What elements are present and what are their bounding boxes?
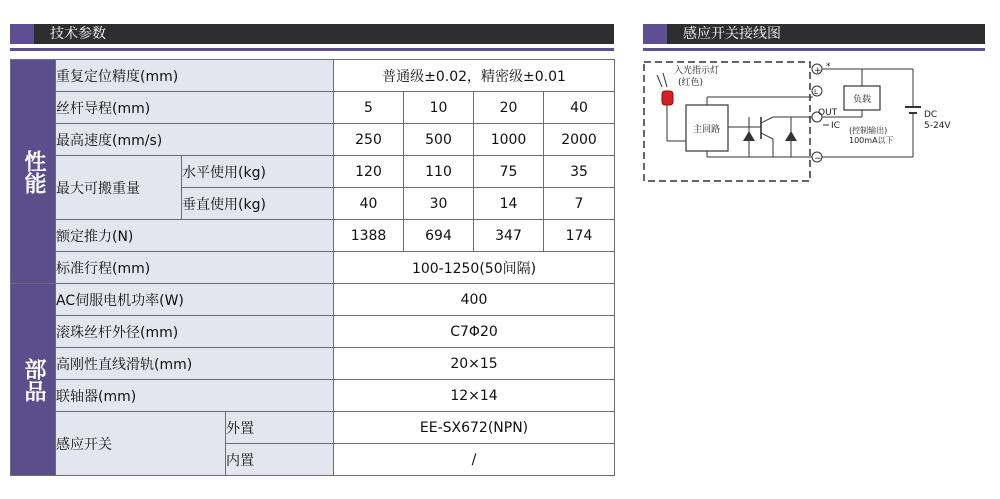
main-circuit-label: 主回路: [693, 125, 721, 135]
led-icon: [662, 91, 673, 105]
wiring-diagram: [643, 61, 963, 183]
transistor-icon: [761, 117, 773, 123]
header-rule: [10, 48, 614, 51]
out-label: OUT: [818, 108, 838, 118]
plus-symbol: +: [814, 66, 822, 76]
row-label: 标准行程(mm): [56, 252, 334, 284]
indicator-color-label: (红色): [678, 78, 704, 88]
cell-value: 1388: [334, 220, 404, 252]
cell-value: 174: [544, 220, 615, 252]
dc-label: DC: [924, 110, 938, 120]
wiring-section-header: [643, 24, 985, 44]
cell-value: 250: [334, 124, 404, 156]
cell-value: 100-1250(50间隔): [334, 252, 615, 284]
cell-value: 14: [474, 188, 544, 220]
wiring-diagram-svg: [643, 61, 963, 183]
cell-value: 40: [544, 92, 615, 124]
table-row: [11, 284, 615, 316]
cell-value: 400: [334, 284, 615, 316]
cell-value: 694: [404, 220, 474, 252]
table-row: [11, 316, 615, 348]
cell-value: 20: [474, 92, 544, 124]
cell-value: 20×15: [334, 348, 615, 380]
spec-table: [10, 59, 615, 476]
row-label: 最高速度(mm/s): [56, 124, 334, 156]
cell-value: 347: [474, 220, 544, 252]
table-row: [11, 380, 615, 412]
row-label: 感应开关: [56, 412, 226, 476]
current-limit-label: 100mA以下: [849, 136, 894, 145]
header-accent-bar: [10, 24, 34, 44]
spec-section-header: [10, 24, 614, 44]
sub-label: 内置: [226, 444, 334, 476]
wiring-section-title: 感应开关接线图: [667, 24, 985, 44]
row-label: 最大可搬重量: [56, 156, 182, 220]
light-ray-icon: [657, 75, 662, 87]
table-row: [11, 92, 615, 124]
control-output-label: (控制输出): [849, 126, 888, 135]
table-row: [11, 252, 615, 284]
cell-value: 12×14: [334, 380, 615, 412]
light-ray-icon: [663, 73, 667, 87]
minus-symbol: −: [814, 154, 822, 164]
transistor-icon: [761, 133, 773, 139]
cell-value: 普通级±0.02，精密级±0.01: [334, 60, 615, 92]
l-terminal-label: L: [814, 88, 818, 96]
cell-value: C7Φ20: [334, 316, 615, 348]
cell-value: 5: [334, 92, 404, 124]
sub-label: 外置: [226, 412, 334, 444]
cell-value: /: [334, 444, 615, 476]
header-accent-bar: [643, 24, 667, 44]
cell-value: 7: [544, 188, 615, 220]
row-label: 联轴器(mm): [56, 380, 334, 412]
sub-label: 水平使用(kg): [182, 156, 334, 188]
cell-value: 110: [404, 156, 474, 188]
cell-value: 35: [544, 156, 615, 188]
ic-label: IC: [831, 121, 840, 131]
cell-value: EE-SX672(NPN): [334, 412, 615, 444]
cell-value: 500: [404, 124, 474, 156]
sub-label: 垂直使用(kg): [182, 188, 334, 220]
cell-value: 10: [404, 92, 474, 124]
load-label: 负载: [853, 95, 872, 105]
group-components: 部品: [11, 284, 56, 476]
row-label: 丝杆导程(mm): [56, 92, 334, 124]
row-label: 额定推力(N): [56, 220, 334, 252]
row-label: 高刚性直线滑轨(mm): [56, 348, 334, 380]
indicator-label: 入光指示灯: [674, 66, 720, 76]
table-row: [11, 60, 615, 92]
row-label: AC伺服电机功率(W): [56, 284, 334, 316]
star-symbol: *: [826, 62, 831, 72]
cell-value: 40: [334, 188, 404, 220]
table-row: [11, 412, 615, 444]
cell-value: 30: [404, 188, 474, 220]
table-row: [11, 156, 615, 188]
cell-value: 1000: [474, 124, 544, 156]
header-rule: [643, 48, 985, 51]
cell-value: 120: [334, 156, 404, 188]
spec-section-title: 技术参数: [34, 24, 614, 44]
group-performance: 性能: [11, 60, 56, 284]
row-label: 重复定位精度(mm): [56, 60, 334, 92]
voltage-label: 5-24V: [924, 121, 951, 131]
table-row: [11, 348, 615, 380]
row-label: 滚珠丝杆外径(mm): [56, 316, 334, 348]
cell-value: 75: [474, 156, 544, 188]
table-row: [11, 220, 615, 252]
table-row: [11, 124, 615, 156]
cell-value: 2000: [544, 124, 615, 156]
